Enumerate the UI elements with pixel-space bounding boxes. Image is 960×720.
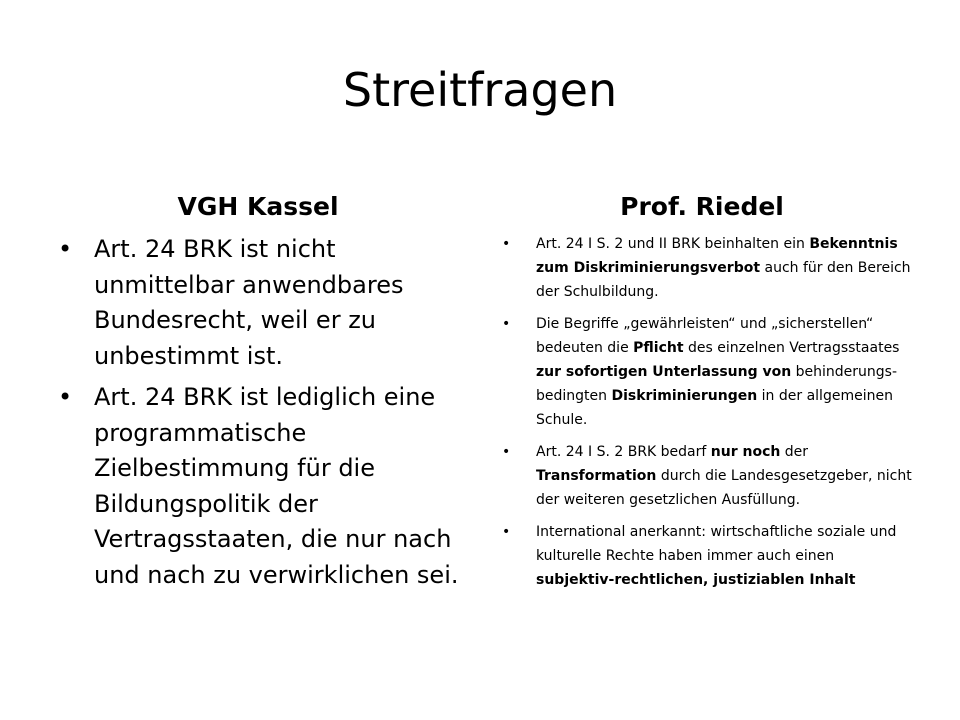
bold-text-segment: Pflicht xyxy=(633,340,684,356)
list-item xyxy=(492,232,912,304)
list-item xyxy=(48,380,468,593)
list-item-text: Art. 24 BRK ist lediglich eine programmatische Zielbestimmung für die Bildungspolitik der Vertragsstaaten, die nur nach und nach zu verwirklichen sei. xyxy=(94,383,459,589)
list-item xyxy=(492,520,912,592)
bold-text-segment: Bekenntnis zum Diskriminierungsverbot xyxy=(536,236,898,276)
bold-text-segment: Transformation xyxy=(536,468,657,484)
bold-text-segment: nur noch xyxy=(710,444,781,460)
list-item xyxy=(492,440,912,512)
text-segment: Art. 24 I S. 2 BRK bedarf xyxy=(536,444,711,460)
bullet-icon: • xyxy=(58,383,73,411)
left-column xyxy=(48,190,468,599)
bullet-icon: • xyxy=(502,316,511,332)
text-segment: auch für den Bereich der Schulbildung. xyxy=(536,260,911,300)
text-segment: International anerkannt: wirtschaftliche soziale und kulturelle Rechte haben immer auch einen xyxy=(536,524,897,564)
text-segment: in der allgemeinen Schule. xyxy=(536,388,893,428)
list-item xyxy=(492,312,912,432)
text-segment: Art. 24 I S. 2 und II BRK beinhalten ein xyxy=(536,236,810,252)
text-segment: des einzelnen Vertragsstaates xyxy=(683,340,900,356)
text-segment: der xyxy=(780,444,809,460)
bullet-icon: • xyxy=(502,444,511,460)
slide-title: Streitfragen xyxy=(342,63,618,117)
right-column-heading: Prof. Riedel xyxy=(620,192,784,221)
text-segment: durch die Landesgesetzgeber, nicht der weiteren gesetzlichen Ausfüllung. xyxy=(536,468,912,508)
right-bullet-list xyxy=(492,232,912,592)
bullet-icon: • xyxy=(58,235,73,263)
bold-text-segment: subjektiv-rechtlichen, justiziablen Inhalt xyxy=(536,572,856,588)
bold-text-segment: Diskriminierungen xyxy=(611,388,758,404)
list-item-text: Art. 24 BRK ist nicht unmittelbar anwendbares Bundesrecht, weil er zu unbestimmt ist. xyxy=(94,235,404,370)
text-segment: behinderungs-bedingten xyxy=(536,364,898,404)
bullet-icon: • xyxy=(502,236,511,252)
list-item xyxy=(48,232,468,374)
left-column-heading: VGH Kassel xyxy=(177,192,339,221)
left-bullet-list xyxy=(48,232,468,593)
right-column xyxy=(492,190,912,600)
bullet-icon: • xyxy=(502,524,511,540)
text-segment: Die Begriffe „gewährleisten“ und „sicherstellen“ bedeuten die xyxy=(536,316,874,356)
bold-text-segment: zur sofortigen Unterlassung von xyxy=(536,364,792,380)
